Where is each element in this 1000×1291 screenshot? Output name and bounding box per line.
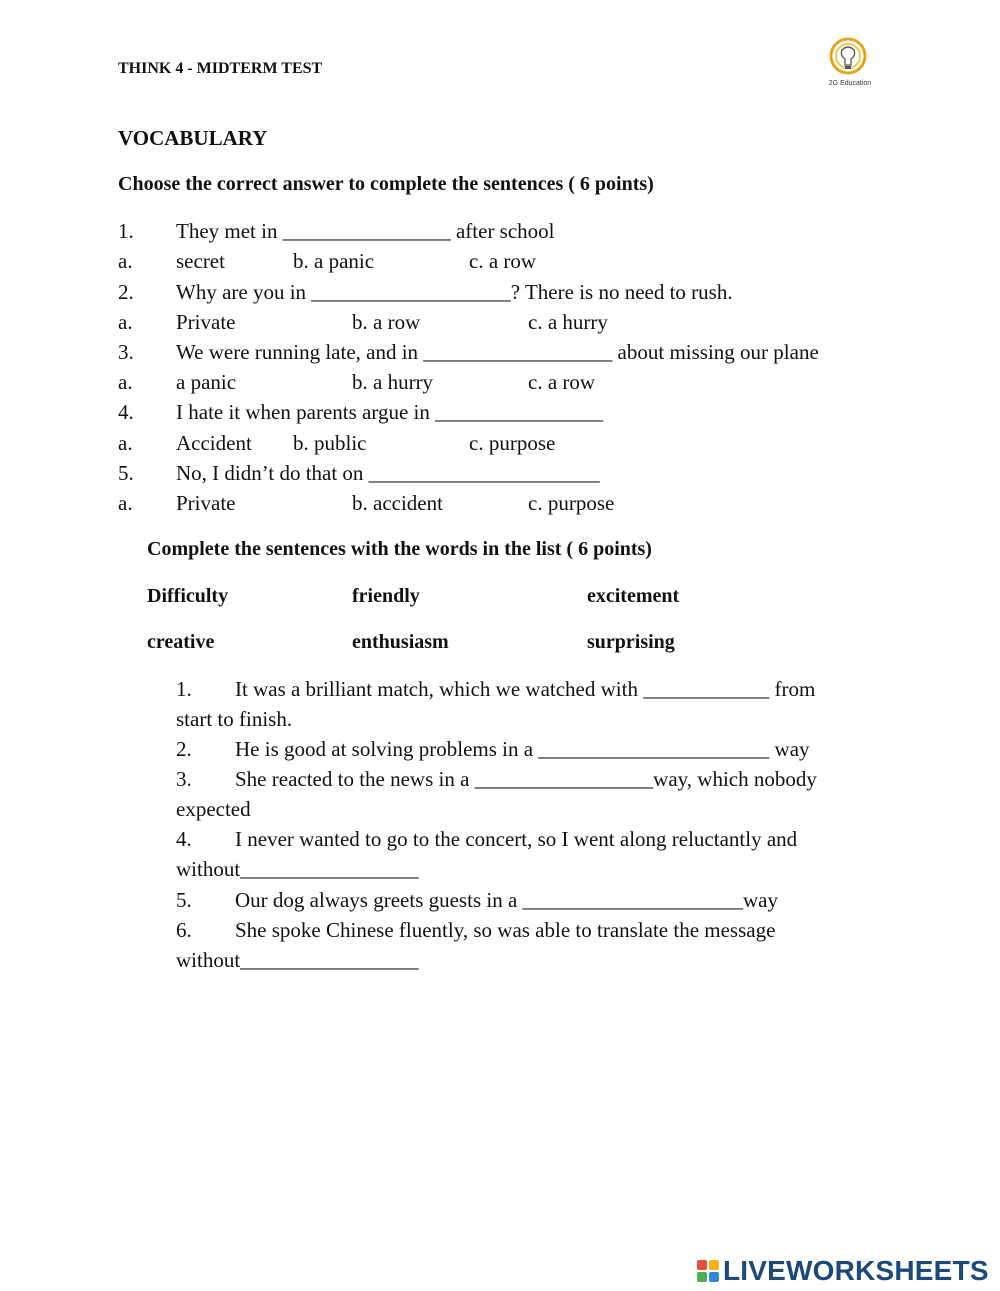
- section-title: VOCABULARY: [118, 126, 268, 150]
- option-a: a panic: [176, 370, 237, 394]
- question-text: They met in ________________ after school: [176, 219, 555, 243]
- lightbulb-head-icon: [822, 36, 878, 80]
- word-item: creative: [147, 631, 215, 653]
- liveworksheets-logo: [697, 1256, 989, 1286]
- header-title: THINK 4 - MIDTERM TEST: [118, 60, 323, 77]
- question-number: 3.: [118, 340, 134, 364]
- sentence-continuation: start to finish.: [176, 707, 293, 731]
- option-label: a.: [118, 370, 133, 394]
- sentence-number: 1.: [176, 677, 192, 701]
- sentence-number: 4.: [176, 827, 192, 851]
- word-item: Difficulty: [147, 585, 229, 607]
- question-number: 2.: [118, 280, 134, 304]
- option-b: b. accident: [352, 491, 443, 515]
- question-text: No, I didn’t do that on ______________________: [176, 461, 600, 485]
- option-label: a.: [118, 491, 133, 515]
- question-text: I hate it when parents argue in ________________: [176, 400, 604, 424]
- question-number: 4.: [118, 400, 134, 424]
- part2-instruction: Complete the sentences with the words in the list ( 6 points): [147, 538, 652, 560]
- sentence-text: I never wanted to go to the concert, so I went along reluctantly and: [235, 827, 798, 851]
- option-label: a.: [118, 310, 133, 334]
- option-c: c. a row: [528, 370, 596, 394]
- sentence-text: It was a brilliant match, which we watched with ____________ from: [235, 677, 816, 701]
- option-b: b. a panic: [293, 249, 375, 273]
- question-text: Why are you in ___________________? There is no need to rush.: [176, 280, 733, 304]
- option-b: b. a row: [352, 310, 421, 334]
- sentence-text: Our dog always greets guests in a _____________________way: [235, 888, 779, 912]
- word-item: surprising: [587, 631, 675, 653]
- word-item: enthusiasm: [352, 631, 449, 653]
- option-c: c. purpose: [528, 491, 615, 515]
- option-label: a.: [118, 249, 133, 273]
- option-label: a.: [118, 431, 133, 455]
- option-c: c. a hurry: [528, 310, 608, 334]
- sentence-text: She reacted to the news in a _________________way, which nobody: [235, 767, 817, 791]
- option-a: Private: [176, 310, 236, 334]
- sentence-text: He is good at solving problems in a ______________________ way: [235, 737, 810, 761]
- brand-logo: [822, 36, 878, 92]
- sentence-text: She spoke Chinese fluently, so was able to translate the message: [235, 918, 776, 942]
- word-item: friendly: [352, 585, 420, 607]
- option-a: secret: [176, 249, 225, 273]
- sentence-continuation: without_________________: [176, 857, 419, 881]
- sentence-continuation: without_________________: [176, 948, 419, 972]
- logo-text: 2G Education: [828, 80, 872, 87]
- sentence-number: 6.: [176, 918, 192, 942]
- question-text: We were running late, and in __________________ about missing our plane: [176, 340, 819, 364]
- sentence-number: 3.: [176, 767, 192, 791]
- option-b: b. public: [293, 431, 367, 455]
- option-b: b. a hurry: [352, 370, 434, 394]
- sentence-continuation: expected: [176, 797, 251, 821]
- sentence-number: 5.: [176, 888, 192, 912]
- question-number: 5.: [118, 461, 134, 485]
- liveworksheets-squares-icon: [697, 1260, 719, 1282]
- option-a: Private: [176, 491, 236, 515]
- option-a: Accident: [176, 431, 252, 455]
- part1-instruction: Choose the correct answer to complete the sentences ( 6 points): [118, 173, 654, 195]
- sentence-number: 2.: [176, 737, 192, 761]
- option-c: c. a row: [469, 249, 537, 273]
- word-item: excitement: [587, 585, 680, 607]
- question-number: 1.: [118, 219, 134, 243]
- liveworksheets-brand: LIVEWORKSHEETS: [723, 1255, 989, 1286]
- option-c: c. purpose: [469, 431, 556, 455]
